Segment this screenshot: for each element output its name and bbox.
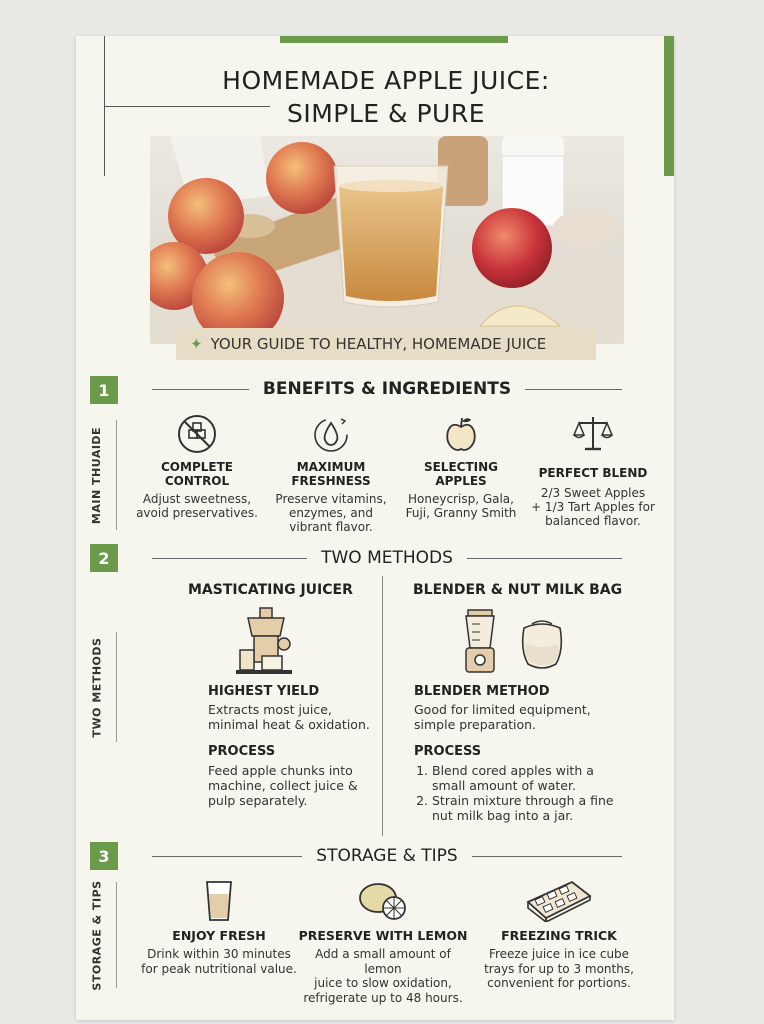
side-label-text: MAIN THUAIDE bbox=[90, 426, 104, 524]
section-title: TWO METHODS bbox=[321, 548, 453, 568]
benefit-desc: Honeycrisp, Gala, Fuji, Granny Smith bbox=[405, 492, 517, 520]
header-rule bbox=[467, 558, 622, 559]
tip-desc: Freeze juice in ice cube trays for up to 3 months, convenient for portions. bbox=[484, 947, 634, 990]
section-number-2: 2 bbox=[90, 544, 118, 572]
benefit-heading: SELECTING APPLES bbox=[423, 460, 499, 488]
side-label-text: STORAGE & TIPS bbox=[90, 879, 104, 991]
header-rule bbox=[152, 389, 249, 390]
benefit-heading: PERFECT BLEND bbox=[538, 466, 648, 480]
section-title: STORAGE & TIPS bbox=[316, 846, 458, 866]
tip-heading: ENJOY FRESH bbox=[172, 928, 266, 943]
title-line-1: HOMEMADE APPLE JUICE: bbox=[222, 66, 550, 95]
section-title: BENEFITS & INGREDIENTS bbox=[262, 379, 512, 399]
nut-milk-bag-icon bbox=[518, 620, 566, 676]
hero-photo bbox=[150, 136, 624, 344]
method-text: Feed apple chunks into machine, collect juice & pulp separately. bbox=[208, 763, 358, 808]
column-divider bbox=[382, 576, 383, 836]
juicer-icon bbox=[234, 606, 300, 680]
method-title-juicer: MASTICATING JUICER bbox=[188, 582, 353, 598]
benefit-selecting-apples bbox=[396, 412, 526, 520]
tip-desc: Drink within 30 minutes for peak nutritional value. bbox=[141, 947, 297, 976]
top-accent-bar bbox=[280, 36, 508, 43]
section-header-methods bbox=[152, 548, 622, 568]
header-rule bbox=[152, 856, 302, 857]
glass-icon bbox=[134, 876, 304, 922]
sparkle-icon: ✦ bbox=[190, 335, 203, 353]
benefit-complete-control bbox=[132, 412, 262, 520]
benefit-desc: Preserve vitamins, enzymes, and vibrant flavor. bbox=[275, 492, 387, 534]
side-divider bbox=[116, 420, 117, 530]
header-rule bbox=[525, 389, 622, 390]
benefit-perfect-blend bbox=[528, 412, 658, 528]
side-label-1 bbox=[87, 420, 107, 530]
right-accent-bar bbox=[664, 36, 674, 176]
no-sugar-cubes-icon bbox=[132, 412, 262, 456]
banner-tagline bbox=[176, 328, 596, 360]
header-rule bbox=[152, 558, 307, 559]
tip-enjoy-fresh bbox=[134, 876, 304, 976]
section-number-1: 1 bbox=[90, 376, 118, 404]
method-title-blender: BLENDER & NUT MILK BAG bbox=[413, 582, 623, 598]
method-subheading: PROCESS bbox=[414, 744, 482, 759]
step-item: 1. Blend cored apples with a small amount of water. bbox=[432, 763, 614, 793]
tip-heading: PRESERVE WITH LEMON bbox=[298, 928, 468, 943]
title-line-2: SIMPLE & PURE bbox=[286, 99, 486, 128]
ice-tray-icon bbox=[474, 876, 644, 922]
droplet-icon bbox=[266, 412, 396, 456]
infographic-poster bbox=[76, 36, 674, 1020]
method-text: Good for limited equipment, simple preparation. bbox=[414, 702, 591, 732]
banner-text: YOUR GUIDE TO HEALTHY, HOMEMADE JUICE bbox=[210, 335, 547, 353]
benefit-desc: Adjust sweetness, avoid preservatives. bbox=[136, 492, 258, 520]
header-rule bbox=[472, 856, 622, 857]
tip-preserve-lemon bbox=[298, 876, 468, 1005]
side-label-3 bbox=[87, 879, 107, 991]
method-subheading: BLENDER METHOD bbox=[414, 684, 550, 699]
benefit-heading: COMPLETE CONTROL bbox=[161, 460, 233, 488]
side-label-text: TWO METHODS bbox=[90, 637, 104, 737]
apple-icon bbox=[396, 412, 526, 456]
side-label-2 bbox=[87, 632, 107, 742]
page-title bbox=[176, 64, 596, 130]
benefit-maximum-freshness bbox=[266, 412, 396, 534]
side-divider bbox=[116, 882, 117, 988]
method-steps bbox=[414, 763, 614, 823]
step-item: 2. Strain mixture through a fine nut milk bag into a jar. bbox=[432, 793, 614, 823]
method-subheading: HIGHEST YIELD bbox=[208, 684, 320, 699]
tip-freezing-trick bbox=[474, 876, 644, 991]
tip-heading: FREEZING TRICK bbox=[501, 928, 617, 943]
section-number-3: 3 bbox=[90, 842, 118, 870]
method-subheading: PROCESS bbox=[208, 744, 276, 759]
section-header-benefits bbox=[152, 379, 622, 399]
benefit-heading: MAXIMUM FRESHNESS bbox=[291, 460, 371, 488]
side-divider bbox=[116, 632, 117, 742]
blender-icon bbox=[460, 608, 500, 680]
tip-desc: Add a small amount of lemon juice to slow oxidation, refrigerate up to 48 hours. bbox=[303, 947, 463, 1005]
benefit-desc: 2/3 Sweet Apples + 1/3 Tart Apples for balanced flavor. bbox=[531, 486, 655, 528]
balance-scale-icon bbox=[528, 412, 658, 456]
lemon-icon bbox=[298, 876, 468, 922]
method-text: Extracts most juice, minimal heat & oxidation. bbox=[208, 702, 370, 732]
section-header-storage bbox=[152, 846, 622, 866]
